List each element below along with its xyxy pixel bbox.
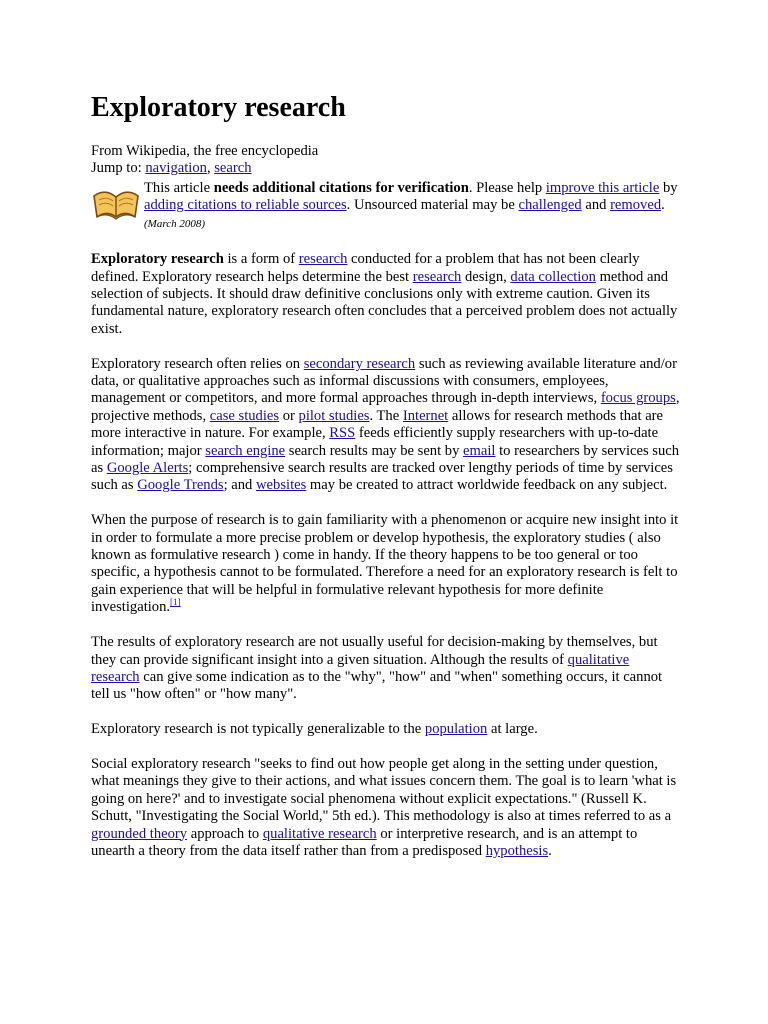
focus-groups-link[interactable]: focus groups (600, 390, 676, 407)
paragraph-results: The results of exploratory research are not usually useful for decision-making by themselves, but they can provide significant insight into a given situation. Although the results of qualitative research can give some indication as to the "why", "how" and "when" something occurs, it cannot tell us "how often" or "how many". (91, 634, 663, 703)
notice-emphasis: needs additional citations for verification (213, 179, 469, 196)
qualitative-research-link[interactable]: qualitative research (262, 825, 377, 842)
notice-date: (March 2008) (144, 217, 205, 230)
rss-link[interactable]: RSS (329, 425, 356, 442)
data-collection-link[interactable]: data collection (510, 268, 596, 285)
paragraph-social: Social exploratory research "seeks to find out how people get along in the setting under question, what meanings they give to their actions, and what issues concern them. The goal is to learn 'what is going on here?' and to investigate social phenomena without explicit expectations." (Russell K. Schutt, "Investigating the Social World," 5th ed.). This methodology is also at times referred to as a grounded theory approach to qualitative research or interpretive research, and is an attempt to unearth a theory from the data itself rather than from a predisposed hypothesis. (91, 755, 677, 859)
case-studies-link[interactable]: case studies (209, 407, 280, 424)
pilot-studies-link[interactable]: pilot studies (298, 407, 370, 424)
websites-link[interactable]: websites (256, 477, 307, 494)
citation-notice: This article needs additional citations for verification. Please help improve this article by adding citations to reliable sources. Unsourced material may be challenged and removed. (March 2008) (91, 180, 681, 234)
removed-link[interactable]: removed (610, 197, 662, 214)
google-trends-link[interactable]: Google Trends (137, 477, 224, 494)
improve-article-link[interactable]: improve this article (545, 179, 660, 196)
secondary-research-link[interactable]: secondary research (303, 355, 416, 372)
reference-1-link[interactable]: [1] (170, 597, 181, 608)
page-title: Exploratory research (91, 92, 346, 123)
research-link[interactable]: research (298, 251, 348, 268)
paragraph-purpose: When the purpose of research is to gain familiarity with a phenomenon or acquire new insight into it in order to formulate a more precise problem or develop hypothesis, the exploratory studies ( also known as formulative research ) come in handy. If the theory happens to be too general or too specific, a hypothesis cannot to be formulated. Therefore a need for an exploratory research is felt to gain experience that will be helpful in formulative relevant hypothesis for more definite investigation.[1] (91, 512, 679, 616)
search-link[interactable]: search (214, 160, 252, 177)
search-engine-link[interactable]: search engine (205, 442, 286, 459)
google-alerts-link[interactable]: Google Alerts (106, 460, 189, 477)
article (91, 91, 681, 860)
paragraph-generalizable: Exploratory research is not typically generalizable to the population at large. (91, 721, 538, 738)
site-subtitle: From Wikipedia, the free encyclopedia (91, 143, 319, 159)
grounded-theory-link[interactable]: grounded theory (91, 825, 188, 842)
email-link[interactable]: email (463, 442, 496, 459)
navigation-link[interactable]: navigation (145, 160, 207, 177)
population-link[interactable]: population (424, 721, 488, 738)
challenged-link[interactable]: challenged (518, 197, 582, 214)
research-link[interactable]: research (412, 268, 462, 285)
qualitative-research-link[interactable]: qualitative research (91, 651, 630, 685)
jump-links: Jump to: navigation, search (91, 160, 252, 177)
hypothesis-link[interactable]: hypothesis (485, 842, 549, 859)
book-icon (91, 184, 141, 220)
internet-link[interactable]: Internet (402, 407, 449, 424)
paragraph-intro: Exploratory research is a form of research conducted for a problem that has not been clearly defined. Exploratory research helps determine the best research design, data collection method and selection of subjects. It should draw definitive conclusions only with extreme caution. Given its fundamental nature, exploratory research often concludes that a perceived problem does not actually exist. (91, 251, 678, 337)
adding-citations-link[interactable]: adding citations to reliable sources (144, 197, 347, 214)
paragraph-methods: Exploratory research often relies on secondary research such as reviewing available literature and/or data, or qualitative approaches such as informal discussions with consumers, employees, management or competitors, and more formal approaches through in-depth interviews, focus groups, projective methods, case studies or pilot studies. The Internet allows for research methods that are more interactive in nature. For example, RSS feeds efficiently supply researchers with up-to-date information; major search engine search results may be sent by email to researchers by services such as Google Alerts; comprehensive search results are tracked over lengthy periods of time by services such as Google Trends; and websites may be created to attract worldwide feedback on any subject. (91, 355, 680, 494)
